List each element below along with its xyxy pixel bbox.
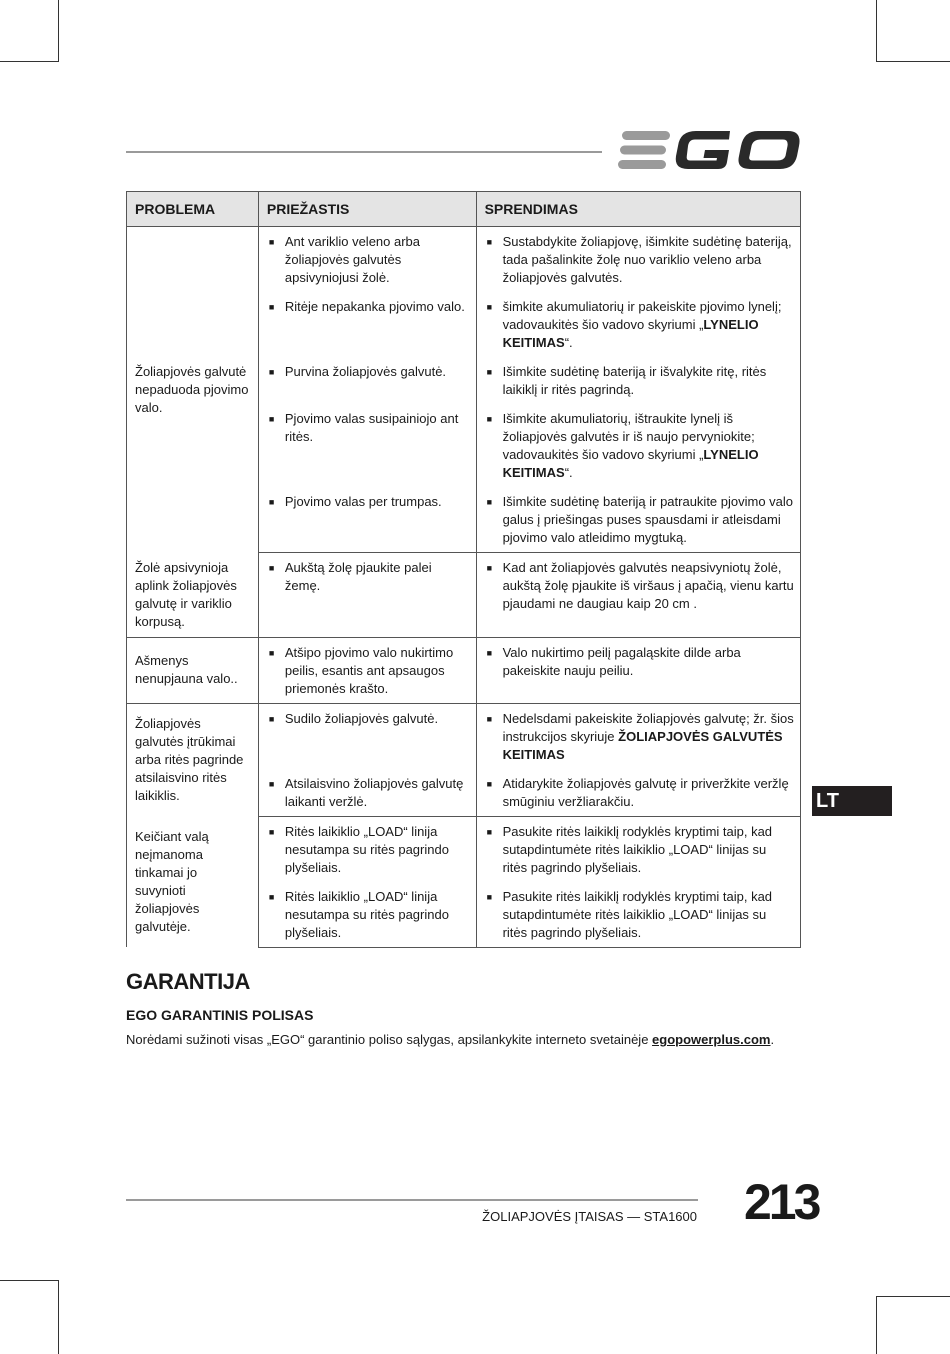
cause-cell: ■ Pjovimo valas susipainiojo ant ritės. [258,404,476,487]
language-tab: LT [812,786,892,816]
table-row [127,553,801,638]
bullet-icon: ■ [268,497,275,507]
bullet-icon: ■ [486,891,492,902]
solution-cell: ■ Kad ant žoliapjovės galvutės neapsivyniotų žolė, aukštą žolę pjaukite iš viršaus į apačią, vienu kartu pjaudami ne daugiau kaip 20 cm . [476,553,800,638]
crop-mark [58,1280,59,1354]
ego-logo [618,128,800,172]
page-number: 213 [744,1174,819,1230]
problem-cell: Keičiant valą neįmanoma tinkamai jo suvynioti žoliapjovės galvutėje. [127,816,259,947]
cause-cell: ■ Ritėje nepakanka pjovimo valo. [258,292,476,357]
bullet-icon: ■ [268,302,275,312]
solution-cell: ■ Atidarykite žoliapjovės galvutę ir priveržkite veržlę smūginiu veržliarakčiu. [476,769,800,817]
crop-mark [876,61,950,62]
bullet-icon: ■ [268,713,275,724]
bullet-icon: ■ [486,367,492,377]
bullet-icon: ■ [486,713,492,724]
bullet-icon: ■ [268,367,275,377]
bullet-icon: ■ [486,237,492,247]
bullet-icon: ■ [268,563,275,573]
bullet-icon: ■ [486,826,492,837]
table-header-row [127,192,801,227]
header-problem: PROBLEMA [127,192,259,227]
solution-cell: ■ Išimkite sudėtinę bateriją ir patraukite pjovimo valo galus į priešingas puses spausdami ir atleisdami pjovimo valo atleidimo mygtuką. [476,487,800,553]
header-solution: SPRENDIMAS [476,192,800,227]
problem-cell: Ašmenys nenupjauna valo.. [127,637,259,703]
table-row [127,227,801,293]
warranty-text: Norėdami sužinoti visas „EGO“ garantinio poliso sąlygas, apsilankykite interneto svetainėje egopowerplus.com. [126,1032,775,1047]
crop-mark [876,0,877,62]
cause-cell: ■ Pjovimo valas per trumpas. [258,487,476,553]
cause-cell: ■ Atšipo pjovimo valo nukirtimo peilis, esantis ant apsaugos priemonės krašto. [258,637,476,703]
table-row [127,703,801,769]
bullet-icon: ■ [486,497,492,507]
solution-cell: ■ šimkite akumuliatorių ir pakeiskite pjovimo lynelį; vadovaukitės šio vadovo skyriumi „LYNELIO KEITIMAS“. [476,292,800,357]
solution-cell: ■ Išimkite akumuliatorių, ištraukite lynelį iš žoliapjovės galvutės ir iš naujo pervyniokite; vadovaukitės šio vadovo skyriumi „LYNELIO KEITIMAS“. [476,404,800,487]
cause-cell: ■ Ritės laikiklio „LOAD“ linija nesutampa su ritės pagrindo plyšeliais. [258,882,476,948]
bullet-icon: ■ [268,414,275,424]
solution-cell: ■ Pasukite ritės laikiklį rodyklės kryptimi taip, kad sutapdintumėte ritės laikiklio „LOAD“ linijas su ritės pagrindo plyšeliais. [476,816,800,882]
problem-cell: Žoliapjovės galvutės įtrūkimai arba ritės pagrinde atsilaisvino ritės laikiklis. [127,703,259,816]
header-cause: PRIEŽASTIS [258,192,476,227]
cause-cell: ■ Purvina žoliapjovės galvutė. [258,357,476,404]
bullet-icon: ■ [486,414,492,424]
bullet-icon: ■ [268,778,275,789]
section-title: GARANTIJA [126,969,250,994]
problem-cell: Žoliapjovės galvutė nepaduoda pjovimo valo. [127,227,259,553]
footer-rule [126,1199,698,1201]
crop-mark [0,61,58,62]
header-rule [126,151,602,153]
website-link[interactable]: egopowerplus.com [652,1032,771,1047]
crop-mark [58,0,59,62]
cause-cell: ■ Ant variklio veleno arba žoliapjovės galvutės apsivyniojusi žolė. [258,227,476,293]
crop-mark [876,1296,877,1354]
section-subtitle: EGO GARANTINIS POLISAS [126,1007,314,1023]
cause-cell: ■ Sudilo žoliapjovės galvutė. [258,703,476,769]
bullet-icon: ■ [486,647,492,658]
solution-cell: ■ Sustabdykite žoliapjovę, išimkite sudėtinę bateriją, tada pašalinkite žolę nuo variklio veleno arba žoliapjovės galvutės. [476,227,800,293]
table-row [127,816,801,882]
solution-cell: ■ Išimkite sudėtinę bateriją ir išvalykite ritę, ritės laikiklį ir ritės pagrindą. [476,357,800,404]
problem-cell: Žolė apsivynioja aplink žoliapjovės galvutę ir variklio korpusą. [127,553,259,638]
solution-cell: ■ Pasukite ritės laikiklį rodyklės kryptimi taip, kad sutapdintumėte ritės laikiklio „LOAD“ linijas su ritės pagrindo plyšeliais. [476,882,800,948]
solution-cell: ■ Valo nukirtimo peilį pagaląskite dilde arba pakeiskite nauju peiliu. [476,637,800,703]
bullet-icon: ■ [486,563,492,573]
crop-mark [876,1296,950,1297]
footer-doc-title: ŽOLIAPJOVĖS ĮTAISAS — STA1600 [482,1209,697,1224]
cause-cell: ■ Aukštą žolę pjaukite palei žemę. [258,553,476,638]
bullet-icon: ■ [268,237,275,247]
troubleshooting-table [126,191,801,948]
cause-cell: ■ Atsilaisvino žoliapjovės galvutę laikanti veržlė. [258,769,476,817]
solution-cell: ■ Nedelsdami pakeiskite žoliapjovės galvutę; žr. šios instrukcijos skyriuje ŽOLIAPJOVĖS GALVUTĖS KEITIMAS [476,703,800,769]
bullet-icon: ■ [486,778,492,789]
bullet-icon: ■ [268,826,275,837]
table-row [127,637,801,703]
bullet-icon: ■ [268,647,275,658]
bullet-icon: ■ [268,891,275,902]
bullet-icon: ■ [486,302,492,312]
cause-cell: ■ Ritės laikiklio „LOAD“ linija nesutampa su ritės pagrindo plyšeliais. [258,816,476,882]
crop-mark [0,1280,58,1281]
